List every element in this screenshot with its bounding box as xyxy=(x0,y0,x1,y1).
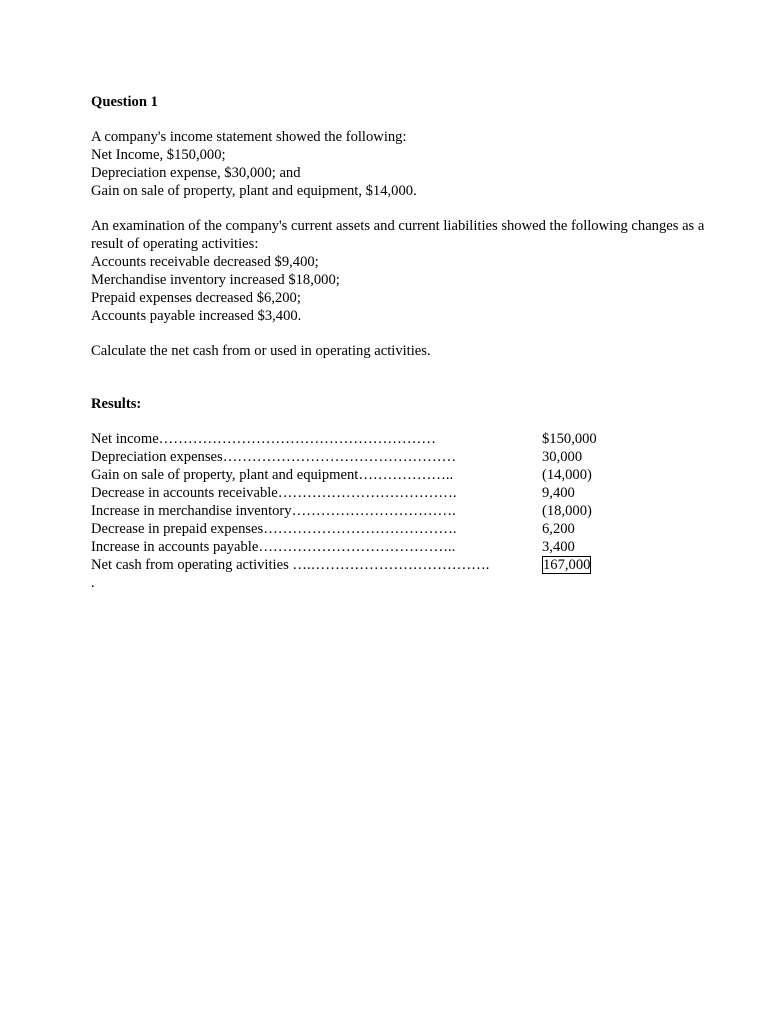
net-cash-total-box xyxy=(542,556,591,574)
income-intro: A company's income statement showed the following: xyxy=(91,129,407,145)
row-value: (18,000) xyxy=(542,503,592,519)
question-prompt: Calculate the net cash from or used in operating activities. xyxy=(91,343,431,359)
spacer xyxy=(91,200,711,217)
results-title: Results: xyxy=(91,396,142,412)
results-row-prepaid-expenses xyxy=(91,520,711,538)
results-table xyxy=(91,430,711,592)
trailing-period: . xyxy=(91,575,95,591)
results-row-depreciation xyxy=(91,448,711,466)
row-value: (14,000) xyxy=(542,467,592,483)
row-label: Net income………………………………………………… xyxy=(91,431,436,447)
row-value-boxed: 167,000 xyxy=(543,557,591,573)
row-value: 9,400 xyxy=(542,485,575,501)
results-row-accounts-payable xyxy=(91,538,711,556)
row-label: Increase in accounts payable………………………………….. xyxy=(91,539,456,555)
change-prepaid-expenses: Prepaid expenses decreased $6,200; xyxy=(91,290,301,306)
row-label: Decrease in accounts receivable………………………………. xyxy=(91,485,457,501)
row-label: Depreciation expenses………………………………………… xyxy=(91,449,457,465)
question-title: Question 1 xyxy=(91,94,158,110)
fact-depreciation: Depreciation expense, $30,000; and xyxy=(91,165,301,181)
fact-gain-on-sale: Gain on sale of property, plant and equipment, $14,000. xyxy=(91,183,417,199)
spacer xyxy=(91,325,711,342)
change-merchandise-inventory: Merchandise inventory increased $18,000; xyxy=(91,272,340,288)
results-row-merchandise-inventory xyxy=(91,502,711,520)
row-value: 30,000 xyxy=(542,449,583,465)
row-label: Net cash from operating activities ….………………………………. xyxy=(91,557,490,573)
examination-paragraph xyxy=(91,217,711,325)
income-statement-paragraph xyxy=(91,128,711,200)
change-accounts-payable: Accounts payable increased $3,400. xyxy=(91,308,302,324)
spacer xyxy=(91,360,711,395)
results-row-net-income xyxy=(91,430,711,448)
spacer xyxy=(91,413,711,430)
row-value: 6,200 xyxy=(542,521,575,537)
row-label: Gain on sale of property, plant and equipment……………….. xyxy=(91,467,454,483)
document-page xyxy=(91,93,711,592)
results-row-net-cash xyxy=(91,556,711,574)
row-value: 3,400 xyxy=(542,539,575,555)
spacer xyxy=(91,111,711,128)
change-accounts-receivable: Accounts receivable decreased $9,400; xyxy=(91,254,319,270)
row-value: $150,000 xyxy=(542,431,597,447)
results-row-gain-on-sale xyxy=(91,466,711,484)
row-label: Decrease in prepaid expenses…………………………………. xyxy=(91,521,457,537)
results-row-accounts-receivable xyxy=(91,484,711,502)
row-label: Increase in merchandise inventory……………………………. xyxy=(91,503,456,519)
fact-net-income: Net Income, $150,000; xyxy=(91,147,226,163)
examination-intro: An examination of the company's current assets and current liabilities showed the following changes as a result of operating activities: xyxy=(91,218,705,252)
